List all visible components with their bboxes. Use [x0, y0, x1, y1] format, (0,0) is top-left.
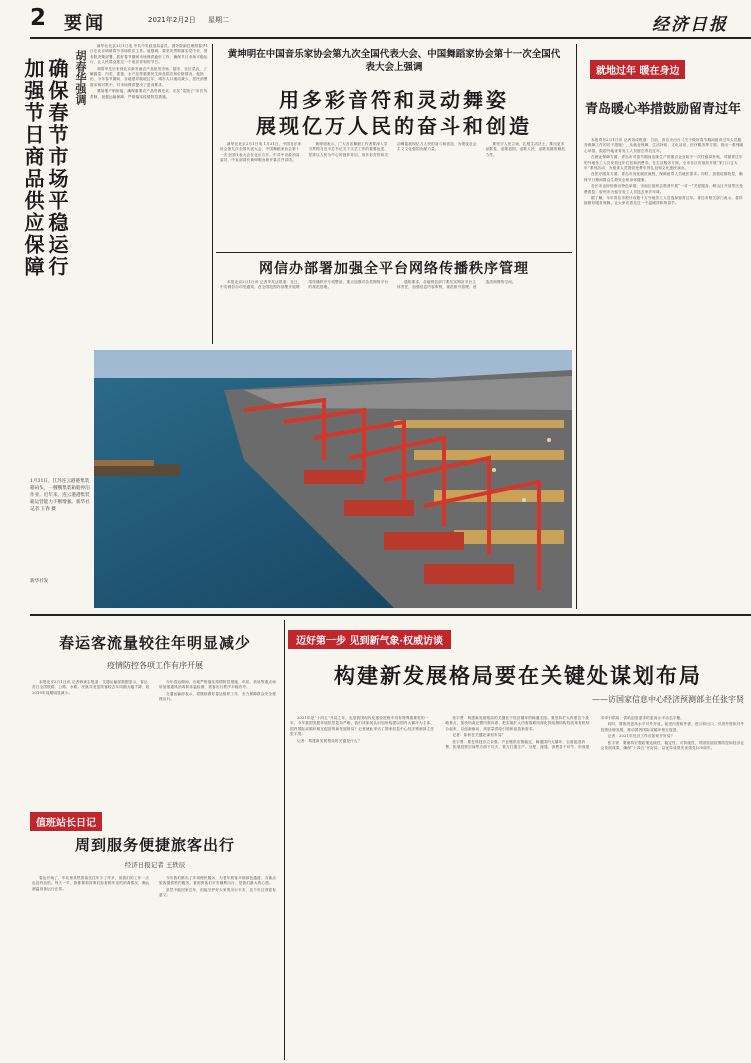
interview-body: 2021年是“十四五”开局之年，也是我国现代化建设进程中具有特殊重要性的一年。今年我国发展环境依然复杂严峻，我们该如何认识加快构建以国内大循环为主体、国内国际双循环相互促进的新发展格局？记者就此采访了国家信息中心经济预测部主任张宇贤。 记者：构建新发展格局的关键是什么？ 张宇贤：构建新发展格局的关键在于经济循环的畅通无阻。要坚持扩大内需这个战略基点，加快培育完整内需体系，把实施扩大内需战略同深化供给侧结构性改革有机结合起来，以创新驱动、高质量供给引领和创造新需求。 记者：如何在关键处谋划布局？ 张宇贤：要在科技自立自强、产业链供应链稳定、畅通国内大循环、全面促进消费、拓展投资空间等方面下功夫，着力打通生产、分配、流通、消费各个环节，形成需求牵引供给、供给创造需求的更高水平动态平衡。 同时，要推进更高水平对外开放，促进内需和外需、进口和出口、引进外资和对外投资协调发展，推动国内国际双循环相互促进。 记者：2021年经济工作应如何开好局？ 张宇贤：要保持宏观政策连续性、稳定性、可持续性，巩固拓展疫情防控和经济社会发展成果，确保“十四五”开好局，以优异成绩庆祝建党100周年。 — [290, 716, 745, 751]
photo-caption: 1月31日，江苏连云港港集装箱码头，一艘艘集装箱船停泊作业。近年来，连云港港集装箱运营能力不断增强。新华社记者 王春 摄 — [30, 479, 90, 512]
mid-center-body: 本报北京2月1日讯 记者李芃达报道：近日，中央网信办印发通知，在全国范围内部署开展网络传播秩序专项整治，重点加强对各类网络平台的规范管理。 通知要求，各地网信部门要压实网站平台主体责任，加强信息内容审核，规范账号管理，营造清朗网络空间。 — [220, 280, 516, 290]
issue-date: 2021年2月2日 — [148, 16, 196, 24]
top-center-body: 新华社北京2月1日电 1月31日，中国音乐家协会第九次全国代表大会、中国舞蹈家协会第十一次全国代表大会在北京召开。中共中央政治局委员、中宣部部长黄坤明出席开幕式并讲话。 黄坤明表示，广大音乐舞蹈工作者要深入学习贯彻习近平总书记关于文艺工作的重要论述，坚持以人民为中心的创作导向，用多彩音符和灵动舞姿展现亿万人民的奋斗和创造，为建设社会主义文化强国贡献力量。 要坚守人民立场，扎根生活沃土，推出更多讴歌党、讴歌祖国、讴歌人民、讴歌英雄的精品力作。 — [220, 142, 566, 163]
masthead-rule — [30, 37, 751, 39]
station-diary-byline: 经济日报记者 王轶辰 — [124, 861, 186, 869]
newspaper-logo: 经济日报 — [652, 15, 728, 35]
page-number: 2 — [30, 5, 47, 31]
photo-credit: 新华社发 — [30, 579, 49, 584]
masthead — [0, 0, 751, 38]
station-diary — [30, 800, 280, 1060]
section-name: 要闻 — [64, 13, 106, 34]
top-center-story — [216, 44, 572, 234]
left-feature-headline-1: 确保春节市场平稳运行 — [45, 58, 69, 278]
port-photo — [94, 350, 572, 608]
left-feature-headline-2: 加强节日商品供应保障 — [21, 58, 45, 278]
right-column-headline: 青岛暖心举措鼓励留青过年 — [584, 102, 741, 117]
bottom-left-body: 本报北京2月1日讯 记者韩秉志报道：交通运输部数据显示，春运首日全国铁路、公路、水路、民航共发送旅客较去年同期大幅下降，较2019年同期明显减少。 今年春运期间，各地严格落实疫情防控措施，车站、机场等重点场所加强通风消毒和体温检测，旅客出行秩序平稳有序。 交通运输部表示，将继续做好春运组织工作，全力保障群众安全便捷出行。 — [32, 680, 277, 702]
interview-headline: 构建新发展格局要在关键处谋划布局 — [334, 663, 702, 688]
left-feature — [2, 44, 88, 356]
left-feature-body: 新华社北京2月1日电 中共中央政治局委员、国务院副总理胡春华1日在北京调研春节市场供应工作。他强调，要坚决贯彻落实党中央、国务院决策部署，抓好春节期间市场保供稳价工作，确保节日市场平稳运行，让人民群众度过一个欢乐祥和的节日。 胡春华先后来到北京新发地农产品批发市场、超市、社区菜店，了解蔬菜、肉类、禽蛋、水产品等重要民生商品供应和价格情况。他指出，今年春节期间，各地倡导就地过年，城市人口流动减少，居民消费需求相对集中，对市场保供提出了更高要求。 要加强产销衔接，确保重要农产品货源充足，压实“菜篮子”市长负责制，加强运输保障，严格落实疫情防控措施。 — [90, 44, 209, 99]
station-diary-tag: 值班站长日记 — [30, 812, 102, 831]
right-column-tag: 就地过年 暖在身边 — [590, 60, 685, 79]
top-center-headline-1: 用多彩音符和灵动舞姿 — [279, 88, 509, 112]
right-column-body: 本报青岛2月1日讯 记者刘成报道：日前，青岛市出台《关于做好春节期间留青过年人员服务保障工作的若干措施》，从就业保障、生活补贴、文化活动、医疗服务等方面，推出一系列暖心举措，鼓励外地来青务工人员留在青岛过年。 在就业保障方面，青岛市对春节期间连续生产的重点企业给予一次性稳岗补贴，对留青过年的外地务工人员发放过年红包和消费券。在生活服务方面，全市各区市组织开展“家门口过大年”系列活动，为留青人员提供免费年货礼包和文化惠民演出。 在医疗服务方面，青岛市优化就医流程，保障留青人员就医需求。同时，加强疫情防控，确保节日期间群众生命安全和身体健康。 各区市也纷纷推出特色举措。市南区组织志愿者开展“一对一”关爱服务；崂山区开放景区免费游览；胶州市为留守务工人员送去家乡年味。 据了解，今年青岛市预计有数十万外地务工人员选择留青过年。青岛市相关部门表示，将持续做好服务保障，让大家在青岛过一个温暖祥和的春节。 — [584, 138, 744, 206]
issue-weekday: 星期二 — [208, 16, 229, 24]
port-photo-image — [94, 350, 572, 608]
top-center-headline-2: 展现亿万人民的奋斗和创造 — [256, 114, 532, 138]
top-center-kicker: 黄坤明在中国音乐家协会第九次全国代表大会、中国舞蹈家协会第十一次全国代表大会上强调 — [227, 49, 561, 73]
interview — [288, 620, 748, 1060]
right-column — [580, 44, 746, 609]
mid-center-headline: 网信办部署加强全平台网络传播秩序管理 — [259, 261, 529, 277]
interview-subhead: ——访国家信息中心经济预测部主任张宇贤 — [592, 695, 744, 704]
station-diary-body: 春运开始了，车站里虽然旅客比往年少了许多，但我们的工作一点也没有放松。每天一早，我都要和同事们检查候车室的消毒情况，确认测温设备运行正常。 今年我们推出了多项便民服务，为老年旅客开辟绿色通道，为重点旅客提供预约服务。看到旅客们平安顺利出行，是我们最大的心愿。 虽然不能回家过年，但能守护好大家的出行平安，这个年过得很有意义。 — [32, 876, 277, 898]
bottom-left-headline: 春运客流量较往年明显减少 — [58, 634, 251, 652]
left-feature-byline: 胡春华强调 — [74, 50, 87, 105]
interview-tag: 迈好第一步 见到新气象·权威访谈 — [288, 630, 451, 649]
bottom-left-story — [30, 620, 280, 790]
bottom-left-subhead: 疫情防控各项工作有序开展 — [107, 661, 203, 670]
station-diary-headline: 周到服务便捷旅客出行 — [74, 836, 235, 854]
